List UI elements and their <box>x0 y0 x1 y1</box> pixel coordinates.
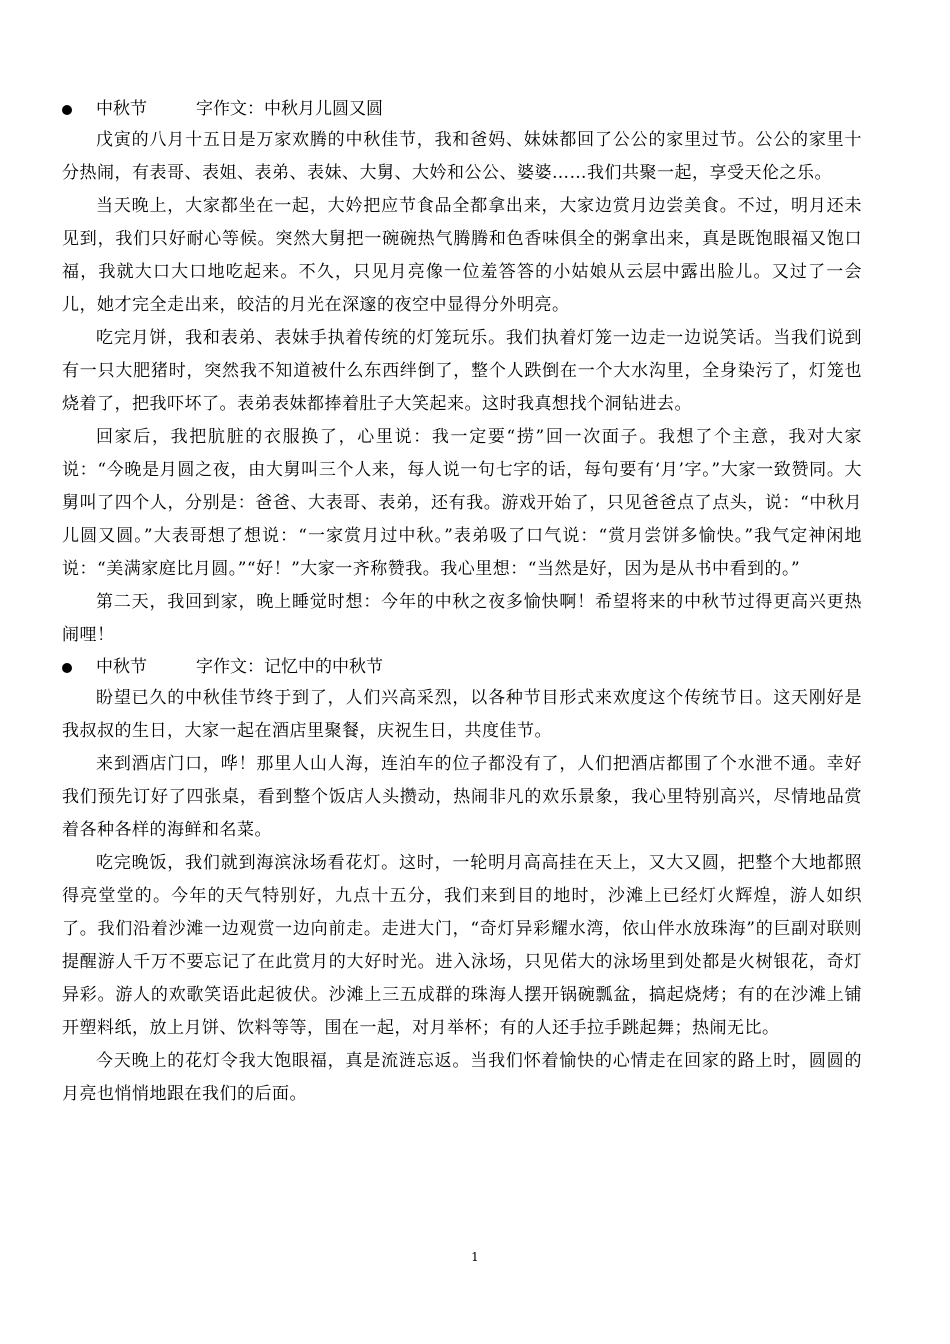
page-number: 1 <box>471 1250 479 1264</box>
section-label: 中秋节 <box>96 99 147 119</box>
bullet-icon <box>62 663 72 673</box>
paragraph: 吃完月饼，我和表弟、表妹手执着传统的灯笼玩乐。我们执着灯笼一边走一边说笑话。当我们说到有一只大肥猪时，突然我不知道被什么东西绊倒了，整个人跌倒在一个大水沟里，全身染污了，灯笼也烧着了，把我吓坏了。表弟表妹都捧着肚子大笑起来。这时我真想找个洞钻进去。 <box>62 328 862 414</box>
paragraph: 今天晚上的花灯令我大饱眼福，真是流涟忘返。当我们怀着愉快的心情走在回家的路上时，圆圆的月亮也悄悄地跟在我们的后面。 <box>62 1051 862 1104</box>
document-body <box>62 94 862 1111</box>
paragraph: 来到酒店门口，哗！那里人山人海，连泊车的位子都没有了，人们把酒店都围了个水泄不通。幸好我们预先订好了四张桌，看到整个饭店人头攒动，热闹非凡的欢乐景象，我心里特别高兴，尽情地品赏着各种各样的海鲜和名菜。 <box>62 754 862 840</box>
paragraph: 戊寅的八月十五日是万家欢腾的中秋佳节，我和爸妈、妹妹都回了公公的家里过节。公公的家里十分热闹，有表哥、表姐、表弟、表妹、大舅、大妗和公公、婆婆……我们共聚一起，享受天伦之乐。 <box>62 130 862 183</box>
paragraph: 第二天，我回到家，晚上睡觉时想：今年的中秋之夜多愉快啊！希望将来的中秋节过得更高兴更热闹哩！ <box>62 592 862 645</box>
paragraph: 当天晚上，大家都坐在一起，大妗把应节食品全都拿出来，大家边赏月边尝美食。不过，明月还未见到，我们只好耐心等候。突然大舅把一碗碗热气腾腾和色香味俱全的粥拿出来，真是既饱眼福又饱口福，我就大口大口地吃起来。不久，只见月亮像一位羞答答的小姑娘从云层中露出脸儿。又过了一会儿，她才完全走出来，皎洁的月光在深邃的夜空中显得分外明亮。 <box>62 196 862 315</box>
bullet-icon <box>62 105 72 115</box>
section-title: 字作文：中秋月儿圆又圆 <box>196 99 383 119</box>
section-heading <box>62 94 862 124</box>
paragraph: 回家后，我把肮脏的衣服换了，心里说：我一定要“捞”回一次面子。我想了个主意，我对大家说：“今晚是月圆之夜，由大舅叫三个人来，每人说一句七字的话，每句要有‘月’字。”大家一致赞同。大舅叫了四个人，分别是：爸爸、大表哥、表弟，还有我。游戏开始了，只见爸爸点了点头，说：“中秋月儿圆又圆。”大表哥想了想说：“一家赏月过中秋。”表弟吸了口气说：“赏月尝饼多愉快。”我气定神闲地说：“美满家庭比月圆。”“好！”大家一齐称赞我。我心里想：“当然是好，因为是从书中看到的。” <box>62 427 862 579</box>
paragraph: 吃完晚饭，我们就到海滨泳场看花灯。这时，一轮明月高高挂在天上，又大又圆，把整个大地都照得亮堂堂的。今年的天气特别好，九点十五分，我们来到目的地时，沙滩上已经灯火辉煌，游人如织了。我们沿着沙滩一边观赏一边向前走。走进大门，“奇灯异彩耀水湾，依山伴水放珠海”的巨副对联则提醒游人千万不要忘记了在此赏月的大好时光。进入泳场，只见偌大的泳场里到处都是火树银花，奇灯异彩。游人的欢歌笑语此起彼伏。沙滩上三五成群的珠海人摆开锅碗瓢盆，搞起烧烤；有的在沙滩上铺开塑料纸，放上月饼、饮料等等，围在一起，对月举杯；有的人还手拉手跳起舞；热闹无比。 <box>62 853 862 1038</box>
section-heading <box>62 652 862 682</box>
section-label: 中秋节 <box>96 657 147 677</box>
paragraph: 盼望已久的中秋佳节终于到了，人们兴高采烈，以各种节目形式来欢度这个传统节日。这天刚好是我叔叔的生日，大家一起在酒店里聚餐，庆祝生日，共度佳节。 <box>62 688 862 741</box>
section-title: 字作文：记忆中的中秋节 <box>196 657 383 677</box>
